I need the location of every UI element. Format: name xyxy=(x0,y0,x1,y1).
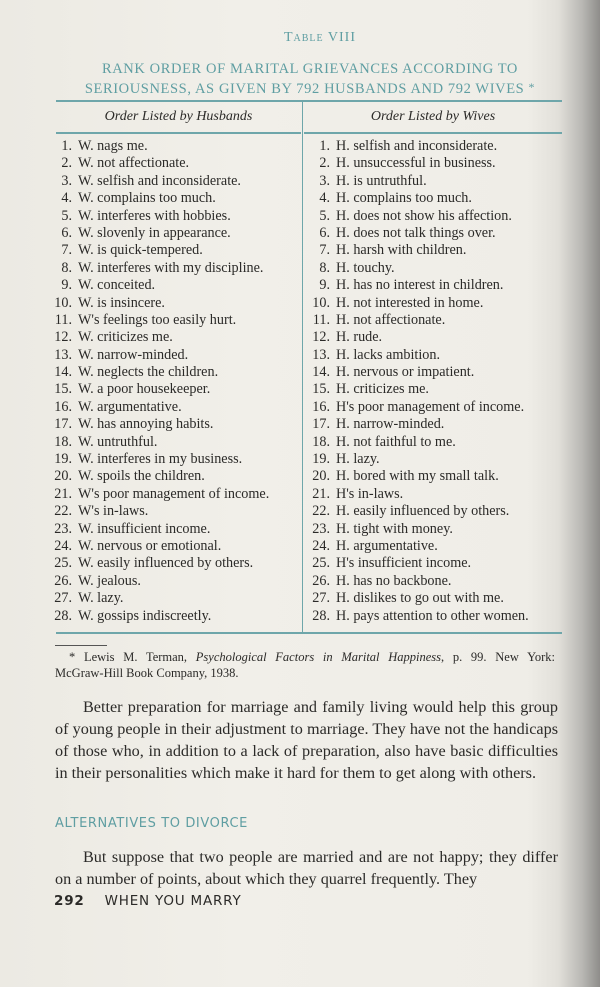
table-column-divider xyxy=(302,101,303,632)
rank-number: 18. xyxy=(54,433,72,450)
list-item xyxy=(50,173,269,190)
rank-number: 26. xyxy=(54,572,72,589)
grievance-text: H. dislikes to go out with me. xyxy=(336,590,504,607)
grievance-text: H. has no backbone. xyxy=(336,572,452,589)
rank-number: 14. xyxy=(312,364,330,381)
rank-number: 22. xyxy=(54,503,72,520)
grievance-text: H. harsh with children. xyxy=(336,242,467,259)
table-caption-footnote-marker: * xyxy=(528,80,536,94)
table-header-rule-left xyxy=(56,132,301,134)
grievance-text: H. argumentative. xyxy=(336,537,438,554)
grievance-text: H. rude. xyxy=(336,329,383,346)
list-item xyxy=(50,538,269,555)
rank-number: 13. xyxy=(54,346,72,363)
rank-number: 10. xyxy=(54,294,72,311)
rank-number: 12. xyxy=(54,329,72,346)
grievance-text: H. is untruthful. xyxy=(336,172,427,189)
list-item xyxy=(308,451,529,468)
grievance-text: H's in-laws. xyxy=(336,485,404,502)
rank-number: 5. xyxy=(61,207,72,224)
grievance-text: W. neglects the children. xyxy=(78,364,219,381)
list-item xyxy=(308,416,529,433)
rank-number: 28. xyxy=(312,607,330,624)
grievance-text: H. narrow-minded. xyxy=(336,416,445,433)
list-item xyxy=(50,364,269,381)
rank-number: 18. xyxy=(312,433,330,450)
list-item xyxy=(50,608,269,625)
rank-number: 17. xyxy=(312,416,330,433)
table-top-rule xyxy=(56,100,562,102)
grievance-text: H. not affectionate. xyxy=(336,311,446,328)
rank-number: 20. xyxy=(54,468,72,485)
rank-number: 11. xyxy=(312,311,330,328)
list-item xyxy=(308,225,529,242)
list-item xyxy=(50,208,269,225)
rank-number: 3. xyxy=(319,172,330,189)
list-item xyxy=(308,608,529,625)
grievance-text: W. spoils the children. xyxy=(78,468,205,485)
grievance-text: H. not faithful to me. xyxy=(336,433,456,450)
rank-number: 22. xyxy=(312,503,330,520)
list-item xyxy=(50,225,269,242)
list-item xyxy=(50,381,269,398)
grievance-text: W. lazy. xyxy=(78,590,124,607)
list-item xyxy=(50,347,269,364)
column-header-husbands: Order Listed by Husbands xyxy=(104,109,253,124)
list-item xyxy=(50,434,269,451)
table-caption-text: RANK ORDER OF MARITAL GRIEVANCES ACCORDING TO SERIOUSNESS, AS GIVEN BY 792 HUSBANDS AND 792 WIVES xyxy=(84,61,525,97)
list-item xyxy=(308,521,529,538)
rank-number: 5. xyxy=(319,207,330,224)
rank-number: 2. xyxy=(61,155,72,172)
running-footer xyxy=(54,893,242,909)
grievance-text: W. interferes with hobbies. xyxy=(78,207,231,224)
list-item xyxy=(50,242,269,259)
list-item xyxy=(50,329,269,346)
rank-number: 3. xyxy=(61,172,72,189)
rank-number: 1. xyxy=(319,138,330,154)
grievance-text: W. gossips indiscreetly. xyxy=(78,607,212,624)
grievance-text: W's in-laws. xyxy=(78,503,149,520)
footnote-line-2: McGraw-Hill Book Company, 1938. xyxy=(55,666,239,680)
running-footer-title: WHEN YOU MARRY xyxy=(104,893,242,909)
rank-number: 19. xyxy=(54,451,72,468)
list-item xyxy=(308,573,529,590)
list-item xyxy=(308,312,529,329)
rank-number: 26. xyxy=(312,572,330,589)
rank-number: 23. xyxy=(54,520,72,537)
list-item xyxy=(50,590,269,607)
footnote-rule xyxy=(55,645,107,646)
grievance-text: H. complains too much. xyxy=(336,190,472,207)
grievance-text: W. selfish and inconsiderate. xyxy=(78,172,241,189)
body-paragraph-2: But suppose that two people are married and are not happy; they differ on a number of points, about which they quarrel frequently. They xyxy=(55,848,558,888)
rank-number: 21. xyxy=(312,485,330,502)
list-item xyxy=(308,173,529,190)
rank-number: 27. xyxy=(54,590,72,607)
grievance-text: W. criticizes me. xyxy=(78,329,173,346)
list-item xyxy=(308,434,529,451)
grievance-text: W. easily influenced by others. xyxy=(78,555,254,572)
rank-number: 6. xyxy=(319,224,330,241)
grievance-text: W. not affectionate. xyxy=(78,155,190,172)
grievance-text: W. interferes with my discipline. xyxy=(78,259,264,276)
grievance-text: W. conceited. xyxy=(78,277,156,294)
table-caption xyxy=(60,60,560,98)
grievance-text: W. interferes in my business. xyxy=(78,451,243,468)
rank-number: 19. xyxy=(312,451,330,468)
rank-number: 17. xyxy=(54,416,72,433)
rank-number: 4. xyxy=(319,190,330,207)
rank-number: 21. xyxy=(54,485,72,502)
list-item xyxy=(308,347,529,364)
grievance-text: H. lacks ambition. xyxy=(336,346,441,363)
grievance-text: W. argumentative. xyxy=(78,398,182,415)
grievance-text: W. complains too much. xyxy=(78,190,216,207)
grievance-text: W's feelings too easily hurt. xyxy=(78,311,237,328)
grievance-text: W's poor management of income. xyxy=(78,485,270,502)
grievance-text: H. criticizes me. xyxy=(336,381,429,398)
grievance-text: H. nervous or impatient. xyxy=(336,364,475,381)
rank-number: 7. xyxy=(61,242,72,259)
rank-number: 24. xyxy=(54,537,72,554)
rank-number: 23. xyxy=(312,520,330,537)
footnote-author: Lewis M. Terman, xyxy=(83,650,188,664)
list-item xyxy=(50,468,269,485)
grievance-text: W. narrow-minded. xyxy=(78,346,189,363)
rank-number: 1. xyxy=(61,138,72,154)
rank-number: 27. xyxy=(312,590,330,607)
rank-number: 8. xyxy=(61,259,72,276)
page-number: 292 xyxy=(54,893,85,909)
grievance-text: W. slovenly in appearance. xyxy=(78,224,231,241)
rank-number: 11. xyxy=(54,311,72,328)
grievance-text: H. does not talk things over. xyxy=(336,224,496,241)
wives-grievance-list xyxy=(308,138,529,625)
list-item xyxy=(308,468,529,485)
list-item xyxy=(50,295,269,312)
rank-number: 28. xyxy=(54,607,72,624)
list-item xyxy=(308,364,529,381)
list-item xyxy=(308,260,529,277)
list-item xyxy=(50,486,269,503)
grievance-text: W. has annoying habits. xyxy=(78,416,214,433)
footnote-line-1 xyxy=(55,649,555,665)
list-item xyxy=(50,416,269,433)
rank-number: 8. xyxy=(319,259,330,276)
table-number: Table VIII xyxy=(283,30,356,45)
rank-number: 12. xyxy=(312,329,330,346)
rank-number: 25. xyxy=(312,555,330,572)
grievance-text: H. tight with money. xyxy=(336,520,453,537)
list-item xyxy=(308,381,529,398)
list-item xyxy=(50,277,269,294)
grievance-text: H. has no interest in children. xyxy=(336,277,504,294)
grievance-text: H. bored with my small talk. xyxy=(336,468,499,485)
list-item xyxy=(308,555,529,572)
grievance-text: H. unsuccessful in business. xyxy=(336,155,496,172)
rank-number: 14. xyxy=(54,364,72,381)
list-item xyxy=(308,399,529,416)
grievance-text: H's poor management of income. xyxy=(336,398,525,415)
grievance-text: H. easily influenced by others. xyxy=(336,503,510,520)
grievance-text: W. nags me. xyxy=(78,138,148,154)
rank-number: 9. xyxy=(319,277,330,294)
list-item xyxy=(50,521,269,538)
list-item xyxy=(308,503,529,520)
grievance-text: W. is quick-tempered. xyxy=(78,242,203,259)
footnote-marker: * xyxy=(69,650,76,664)
grievance-text: H. not interested in home. xyxy=(336,294,484,311)
list-item xyxy=(50,138,269,155)
list-item xyxy=(308,590,529,607)
table-header-rule-right xyxy=(304,132,562,134)
list-item xyxy=(308,295,529,312)
rank-number: 4. xyxy=(61,190,72,207)
body-paragraph-1: Better preparation for marriage and family living would help this group of young people in their adjustment to marriage. They have not the handicaps of those who, in addition to a lack of preparation, also have basic difficulties in their personalities which make it hard for them to get along with others. xyxy=(55,698,558,782)
list-item xyxy=(308,155,529,172)
grievance-text: H's insufficient income. xyxy=(336,555,472,572)
rank-number: 25. xyxy=(54,555,72,572)
rank-number: 7. xyxy=(319,242,330,259)
list-item xyxy=(50,155,269,172)
rank-number: 15. xyxy=(54,381,72,398)
list-item xyxy=(50,190,269,207)
footnote-book-title: Psychological Factors in Marital Happiness xyxy=(195,650,441,664)
rank-number: 13. xyxy=(312,346,330,363)
grievance-text: H. pays attention to other women. xyxy=(336,607,529,624)
list-item xyxy=(50,555,269,572)
list-item xyxy=(308,242,529,259)
rank-number: 16. xyxy=(54,398,72,415)
grievance-text: W. insufficient income. xyxy=(78,520,211,537)
table-bottom-rule xyxy=(56,632,562,634)
list-item xyxy=(50,503,269,520)
list-item xyxy=(308,486,529,503)
grievance-text: H. does not show his affection. xyxy=(336,207,512,224)
rank-number: 20. xyxy=(312,468,330,485)
list-item xyxy=(50,312,269,329)
footnote-citation: , p. 99. New York: xyxy=(441,650,555,664)
rank-number: 16. xyxy=(312,398,330,415)
list-item xyxy=(308,190,529,207)
grievance-text: H. lazy. xyxy=(336,451,380,468)
grievance-text: W. nervous or emotional. xyxy=(78,537,222,554)
grievance-text: W. a poor housekeeper. xyxy=(78,381,211,398)
grievance-text: W. jealous. xyxy=(78,572,141,589)
grievance-text: W. is insincere. xyxy=(78,294,165,311)
rank-number: 10. xyxy=(312,294,330,311)
rank-number: 6. xyxy=(61,224,72,241)
list-item xyxy=(50,451,269,468)
list-item xyxy=(308,208,529,225)
list-item xyxy=(308,329,529,346)
list-item xyxy=(308,538,529,555)
grievance-text: H. selfish and inconsiderate. xyxy=(336,138,498,154)
grievance-text: W. untruthful. xyxy=(78,433,158,450)
list-item xyxy=(50,399,269,416)
column-header-wives: Order Listed by Wives xyxy=(370,109,496,124)
rank-number: 9. xyxy=(61,277,72,294)
husbands-grievance-list xyxy=(50,138,269,625)
rank-number: 15. xyxy=(312,381,330,398)
grievance-text: H. touchy. xyxy=(336,259,395,276)
rank-number: 24. xyxy=(312,537,330,554)
list-item xyxy=(308,277,529,294)
section-heading: ALTERNATIVES TO DIVORCE xyxy=(55,816,248,831)
list-item xyxy=(50,573,269,590)
list-item xyxy=(308,138,529,155)
footnote xyxy=(55,649,555,681)
rank-number: 2. xyxy=(319,155,330,172)
list-item xyxy=(50,260,269,277)
